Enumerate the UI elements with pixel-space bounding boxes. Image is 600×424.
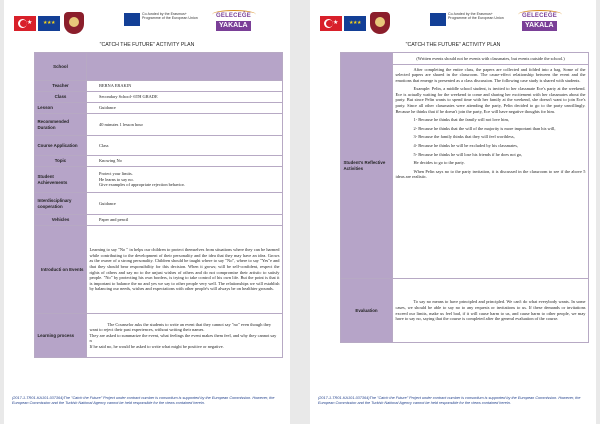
table-row (35, 193, 283, 215)
paragraph: After completing the entire class, the papers are collected and folded into a bag. Some of the selected papers are shared in the classroom. The cause-effect relationship between the event and the emotions that emerge is presented as a class discussion. The following case study is shared with students. (395, 66, 586, 83)
eu-logo-icon (124, 13, 140, 26)
row-label-teacher: Teacher (35, 81, 87, 92)
table-row (35, 53, 283, 81)
row-value-duration: 40 minutes 1 lesson hour (87, 114, 283, 136)
logo-bar (4, 10, 290, 36)
table-row (35, 92, 283, 103)
achievement-item: Give examples of appropriate rejection behavior. (99, 182, 185, 188)
table-row (35, 103, 283, 114)
turkey-flag-icon: ★ (320, 16, 342, 31)
row-value-school (87, 53, 283, 81)
achievement-item: Protect your limits. (99, 171, 133, 177)
table-row (35, 314, 283, 358)
funding-disclaimer: (2017-1-TR01-KA101-037364)The "Catch the Future" Project under contract number is consortium is supported by the European Commission. However, the European Commission and the Turkish National Agency cannot be held responsible for the views contained herein. (12, 396, 275, 405)
activity-plan-table (34, 52, 283, 358)
row-label-reflective: Student's Reflective Activities (341, 53, 393, 279)
paragraph: When Pelin says no to the party invitation, it is discussed in the classroom to see if the above 5 ideas are realistic. (395, 168, 586, 180)
row-label-introduction: Introducti on Events (35, 226, 87, 314)
page-left (4, 0, 290, 424)
row-label-duration: Recommended Duration (35, 114, 87, 136)
project-logo-top: GELECEĞE (522, 13, 557, 19)
table-row (35, 114, 283, 136)
table-row (341, 279, 589, 343)
table-row (341, 53, 589, 65)
funding-note: Co-funded by the Erasmus+ Programme of the European Union (142, 12, 198, 21)
row-value-application: Class (87, 136, 283, 156)
process-text: If he said no, he would be asked to write what might be positive or negative. (89, 343, 224, 349)
row-value-lesson: Guidance (87, 103, 283, 114)
row-label-class: Class (35, 92, 87, 103)
row-value-achievements (87, 167, 283, 193)
plan-title: "CATCH THE FUTURE" ACTIVITY PLAN (99, 42, 195, 48)
reason-item: 1- Because he thinks that the family will not love him, (413, 117, 509, 123)
reason-item: 3- Because the family thinks that they will feel worthless, (413, 134, 515, 140)
row-value-cooperation: Guidance (87, 193, 283, 215)
table-row (35, 81, 283, 92)
funding-disclaimer: (2017-1-TR01-KA101-037364)The "Catch the Future" Project under contract number is consortium is supported by the European Commission. However, the European Commission and the Turkish National Agency cannot be held responsible for the views contained herein. (318, 396, 581, 405)
eu-logo-icon (430, 13, 446, 26)
row-value-class: Secondary School- 6TH GRADE (87, 92, 283, 103)
school-crest-icon (64, 12, 84, 34)
row-label-achievements: Student Achievements (35, 167, 87, 193)
row-value-topic: Knowing No (87, 156, 283, 167)
activity-plan-table-continued (340, 52, 589, 343)
row-value-teacher: BERNA ERAKIN (87, 81, 283, 92)
page-right (310, 0, 596, 424)
project-logo-bottom: YAKALA (522, 21, 557, 31)
row-label-application: Course Application (35, 136, 87, 156)
row-value-reflective (393, 65, 589, 279)
reason-item: 2- Because he thinks that the will of the majority is more important than his will, (413, 125, 556, 131)
project-logo (518, 10, 564, 34)
table-row (35, 226, 283, 314)
school-crest-icon (370, 12, 390, 34)
row-label-vehicles: Vehicles (35, 215, 87, 226)
project-logo-bottom: YAKALA (216, 21, 251, 31)
plan-title: "CATCH THE FUTURE" ACTIVITY PLAN (405, 42, 501, 48)
turkey-flag-icon: ★ (14, 16, 36, 31)
row-label-evaluation: Evaluation (341, 279, 393, 343)
paragraph: He decides to go to the party. (413, 160, 465, 166)
row-value-evaluation: To say no means to have principled and principled. We can't do what everybody wants. In some cases, we should be able to say no to any requests or invitations to us. If these demands or invitations exceed our limits, make us feel bad, if it will cause harm to us, and cause harm to other people, we may have to say no, saying that the course is completed after the general evaluation of the course. (393, 279, 589, 343)
row-label-school: School (35, 53, 87, 81)
row-value-introduction: Learning to say "No " in helps our children to protect themselves from situations where they can be harmed while contributing to the development of their personality and the idea that they may have an idea. Grows as the owner of a strong personality. Children should be taught where to say "No", where to say "Yes"e and that they should bear responsibility for this decision. When it grows; will be self-confident, respect the rights of others and say no to the unjust wishes of others and do not compromise their artistic to satisfy people. "No" by protecting his own borders, is trying to take control of his own life. But the point is that it is important to balance the no and yes we say to other people very well. The relationships we will establish by balancing our needs, wishes and expectations with other people's will always be on healthier grounds. (87, 226, 283, 314)
row-value-vehicles: Paper and pencil (87, 215, 283, 226)
table-row (35, 136, 283, 156)
row-label-cooperation: Interdisciplinary cooperation (35, 193, 87, 215)
row-label-learning-process: Learning process (35, 314, 87, 358)
project-logo (212, 10, 258, 34)
table-row (35, 215, 283, 226)
project-logo-top: GELECEĞE (216, 13, 251, 19)
row-label-lesson: Lesson (35, 103, 87, 114)
written-events-note: (Written events should not be events with classmates, but events outside the school.) (393, 53, 589, 65)
row-label-topic: Topic (35, 156, 87, 167)
row-value-learning-process (87, 314, 283, 358)
reason-item: 5- Because he thinks he will lose his friends if he does not go, (413, 151, 523, 157)
logo-bar (310, 10, 596, 36)
table-row (35, 167, 283, 193)
funding-note: Co-funded by the Erasmus+ Programme of the European Union (448, 12, 504, 21)
table-row (35, 156, 283, 167)
eu-flag-icon: ★★★ (344, 16, 366, 31)
process-text: The Counselor asks the students to write an event that they cannot say "no" even though they want to reject their past experiences, without writing their names. (89, 321, 272, 333)
process-text: They are asked to summarize the event, what feelings the event makes them feel, and why they cannot say n (89, 332, 277, 344)
achievement-item: He learns to say no. (99, 176, 134, 182)
eu-flag-icon: ★★★ (38, 16, 60, 31)
reason-item: 4- Because he thinks he will be excluded by his classmates, (413, 143, 518, 149)
paragraph: Example: Pelin, a middle school student, is invited to her classmate Ece's party at the weekend. Ece is actually waiting for the weekend to come and sharing her excitement with her classmates about the party. But since Pelin wants to spend time with her family at the weekend, she doesn't want to join Ece's party. Since all other classmates were attending the party, Pelin decided to go to the party unwillingly. Because he thinks that if he doesn't join the party, Ece will have negative thoughts for him. (395, 86, 586, 114)
